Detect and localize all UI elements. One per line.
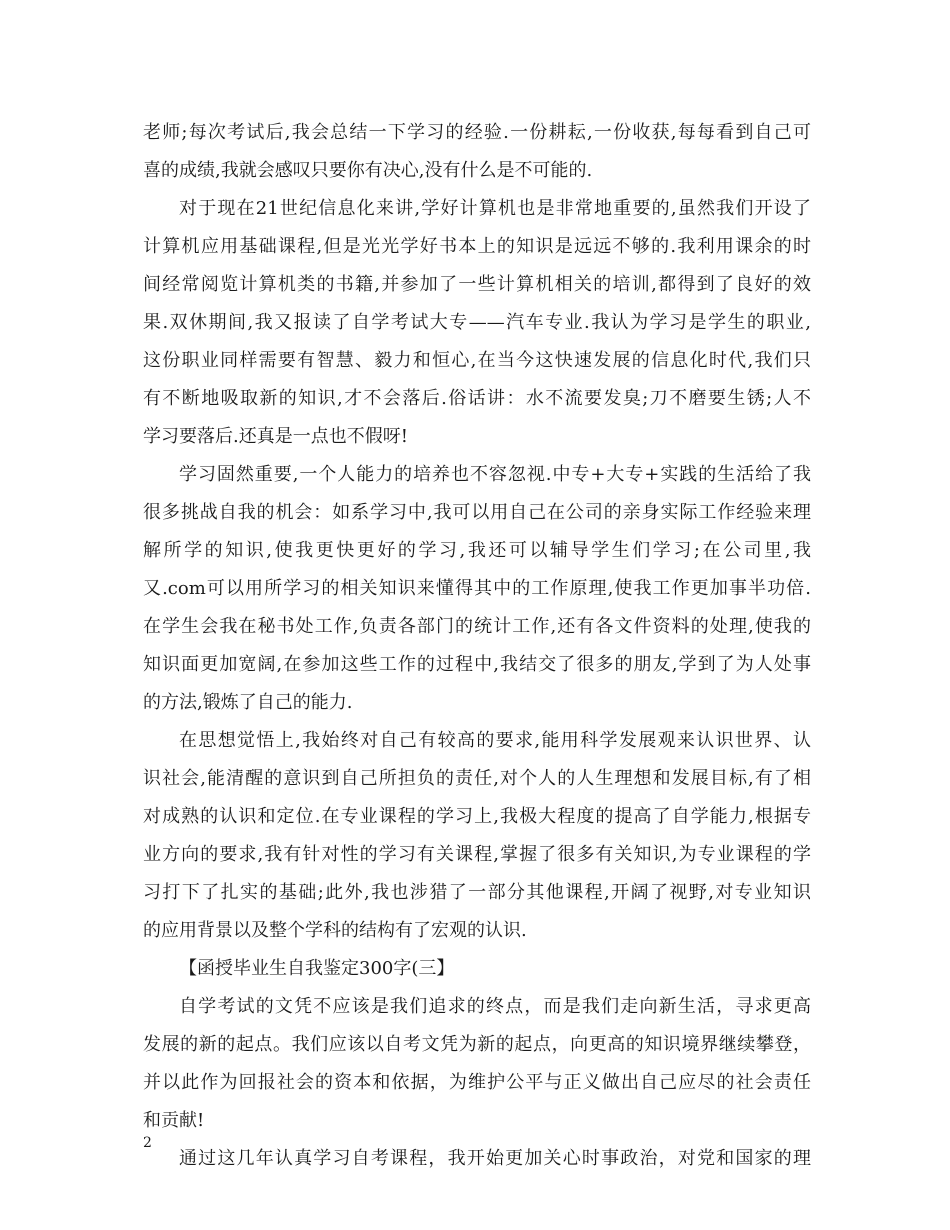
text-line: 计算机应用基础课程,但是光光学好书本上的知识是远远不够的.我利用课余的时 <box>143 236 811 257</box>
page-number: 2 <box>143 1135 152 1151</box>
text-line: 学习固然重要,一个人能力的培养也不容忽视.中专+大专+实践的生活给了我 <box>179 464 811 485</box>
text-line: 和贡献! <box>143 1110 205 1131</box>
text-line: 对于现在21世纪信息化来讲,学好计算机也是非常地重要的,虽然我们开设了 <box>179 198 811 219</box>
text-line: 这份职业同样需要有智慧、毅力和恒心,在当今这快速发展的信息化时代,我们只 <box>143 350 811 371</box>
text-line: 的方法,锻炼了自己的能力. <box>143 692 353 713</box>
text-line: 在学生会我在秘书处工作,负责各部门的统计工作,还有各文件资料的处理,使我的 <box>143 616 811 637</box>
text-line: 习打下了扎实的基础;此外,我也涉猎了一部分其他课程,开阔了视野,对专业知识 <box>143 882 811 903</box>
text-line: 对成熟的认识和定位.在专业课程的学习上,我极大程度的提高了自学能力,根据专 <box>143 806 811 827</box>
text-line: 很多挑战自我的机会：如系学习中,我可以用自己在公司的亲身实际工作经验来理 <box>143 502 811 523</box>
text-line: 并以此作为回报社会的资本和依据，为维护公平与正义做出自己应尽的社会责任 <box>143 1072 811 1093</box>
text-line: 有不断地吸取新的知识,才不会落后.俗话讲：水不流要发臭;刀不磨要生锈;人不 <box>143 388 811 409</box>
text-line: 又.com可以用所学习的相关知识来懂得其中的工作原理,使我工作更加事半功倍. <box>143 578 811 599</box>
text-line: 解所学的知识,使我更快更好的学习,我还可以辅导学生们学习;在公司里,我 <box>143 540 811 561</box>
text-line: 知识面更加宽阔,在参加这些工作的过程中,我结交了很多的朋友,学到了为人处事 <box>143 654 811 675</box>
text-line: 通过这几年认真学习自考课程，我开始更加关心时事政治，对党和国家的理 <box>179 1148 811 1169</box>
text-line: 发展的新的起点。我们应该以自考文凭为新的起点，向更高的知识境界继续攀登， <box>143 1034 811 1055</box>
section-heading: 【函授毕业生自我鉴定300字(三】 <box>179 958 455 979</box>
text-line: 在思想觉悟上,我始终对自己有较高的要求,能用科学发展观来认识世界、认 <box>179 730 811 751</box>
document-body <box>143 114 811 1178</box>
text-line: 识社会,能清醒的意识到自己所担负的责任,对个人的人生理想和发展目标,有了相 <box>143 768 811 789</box>
text-line: 果.双休期间,我又报读了自学考试大专——汽车专业.我认为学习是学生的职业, <box>143 312 811 333</box>
text-line: 学习要落后.还真是一点也不假呀! <box>143 426 408 447</box>
text-line: 喜的成绩,我就会感叹只要你有决心,没有什么是不可能的. <box>143 160 593 181</box>
text-line: 间经常阅览计算机类的书籍,并参加了一些计算机相关的培训,都得到了良好的效 <box>143 274 811 295</box>
text-line: 老师;每次考试后,我会总结一下学习的经验.一份耕耘,一份收获,每每看到自己可 <box>143 122 811 143</box>
text-line: 的应用背景以及整个学科的结构有了宏观的认识. <box>143 920 527 941</box>
text-line: 自学考试的文凭不应该是我们追求的终点，而是我们走向新生活，寻求更高 <box>179 996 811 1017</box>
text-line: 业方向的要求,我有针对性的学习有关课程,掌握了很多有关知识,为专业课程的学 <box>143 844 811 865</box>
